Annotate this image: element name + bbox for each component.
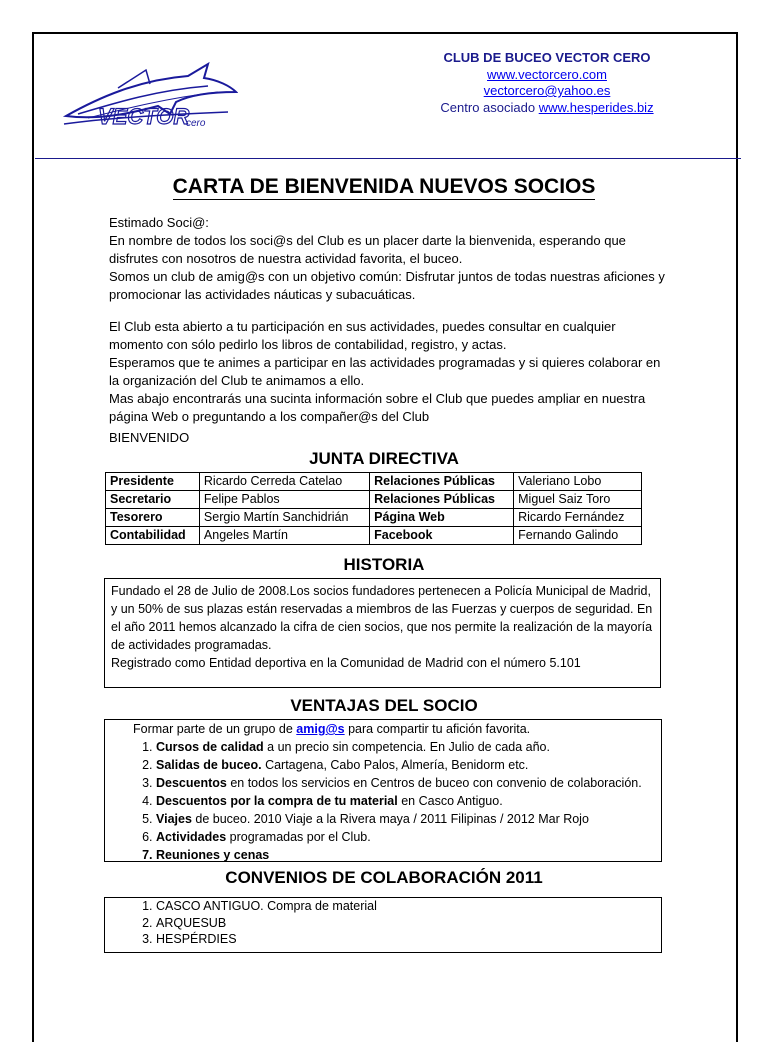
table-row: Tesorero Sergio Martín Sanchidrián Página Web Ricardo Fernández (106, 509, 642, 527)
convenios-list (105, 898, 661, 948)
letter-paragraph: Esperamos que te animes a participar en las actividades programadas y si quieres colaborar en la organización del Club te animamos a ello. (109, 355, 661, 388)
letter-closing: BIENVENIDO (109, 430, 190, 445)
letter-paragraph: Somos un club de amig@s con un objetivo común: Disfrutar juntos de todas nuestras aficiones y promocionar las actividades náuticas y subacuáticas. (109, 269, 665, 302)
letter-paragraph: El Club esta abierto a tu participación en sus actividades, puedes consultar en cualquier momento con sólo pedirlo los libros de contabilidad, registro, y actas. (109, 319, 616, 352)
historia-text: Fundado el 28 de Julio de 2008.Los socios fundadores pertenecen a Policía Municipal de Madrid, y un 50% de sus plazas están reservadas a miembros de las Fuerzas y cuerpos de seguridad. En el año 2011 hemos alcanzado la cifra de cien socios, que nos permite la realización de la mayoría de actividades programadas. (111, 584, 653, 652)
assoc-label: Centro asociado (440, 99, 539, 115)
club-info (405, 50, 689, 116)
list-item: 1. CASCO ANTIGUO. Compra de material (156, 898, 661, 915)
ventajas-heading: VENTAJAS DEL SOCIO (290, 696, 478, 715)
list-item: 3. Descuentos en todos los servicios en Centros de buceo con convenio de colaboración. (156, 774, 661, 792)
letter-paragraph: Mas abajo encontrarás una sucinta información sobre el Club que puedes ampliar en nuestra página Web o preguntando a los compañer@s del Club (109, 391, 646, 424)
logo-subtext: cero (186, 118, 206, 129)
historia-registro: Registrado como Entidad deportiva en la Comunidad de Madrid con el número 5.101 (111, 656, 581, 670)
ventajas-list (105, 738, 661, 864)
list-item: 1. Cursos de calidad a un precio sin competencia. En Julio de cada año. (156, 738, 661, 756)
salutation: Estimado Soci@: (109, 215, 209, 230)
table-row: Secretario Felipe Pablos Relaciones Públicas Miguel Saiz Toro (106, 491, 642, 509)
amigos-link[interactable]: amig@s (296, 722, 345, 736)
list-item: 3. HESPÉRDIES (156, 931, 661, 948)
historia-box (104, 578, 661, 688)
assoc-link[interactable]: www.hesperides.biz (538, 99, 654, 115)
historia-heading: HISTORIA (343, 555, 425, 574)
ventajas-box (104, 719, 662, 862)
header-rule (35, 158, 741, 159)
list-item: 2. Salidas de buceo. Cartagena, Cabo Palos, Almería, Benidorm etc. (156, 756, 661, 774)
list-item: 7. Reuniones y cenas (156, 846, 661, 864)
junta-table (105, 472, 642, 545)
convenios-heading: CONVENIOS DE COLABORACIÓN 2011 (225, 868, 543, 887)
list-item: 4. Descuentos por la compra de tu material en Casco Antiguo. (156, 792, 661, 810)
table-row: Contabilidad Angeles Martín Facebook Fernando Galindo (106, 527, 642, 545)
list-item: 5. Viajes de buceo. 2010 Viaje a la Rivera maya / 2011 Filipinas / 2012 Mar Rojo (156, 810, 661, 828)
club-name: CLUB DE BUCEO VECTOR CERO (443, 50, 651, 65)
list-item: 6. Actividades programadas por el Club. (156, 828, 661, 846)
vector-cero-logo (58, 58, 238, 138)
junta-heading: JUNTA DIRECTIVA (309, 449, 459, 468)
welcome-letter (109, 214, 669, 447)
email-link[interactable]: vectorcero@yahoo.es (483, 83, 611, 98)
list-item: 2. ARQUESUB (156, 915, 661, 932)
ventajas-intro: Formar parte de un grupo de amig@s para compartir tu afición favorita. (133, 722, 531, 736)
convenios-box (104, 897, 662, 953)
logo-text: VECTOR (98, 104, 190, 129)
letter-paragraph: En nombre de todos los soci@s del Club es un placer darte la bienvenida, esperando que disfrutes con nosotros de nuestra actividad favorita, el buceo. (109, 233, 626, 266)
website-link[interactable]: www.vectorcero.com (487, 66, 607, 82)
table-row: Presidente Ricardo Cerreda Catelao Relaciones Públicas Valeriano Lobo (106, 473, 642, 491)
page-title: CARTA DE BIENVENIDA NUEVOS SOCIOS (172, 175, 596, 198)
